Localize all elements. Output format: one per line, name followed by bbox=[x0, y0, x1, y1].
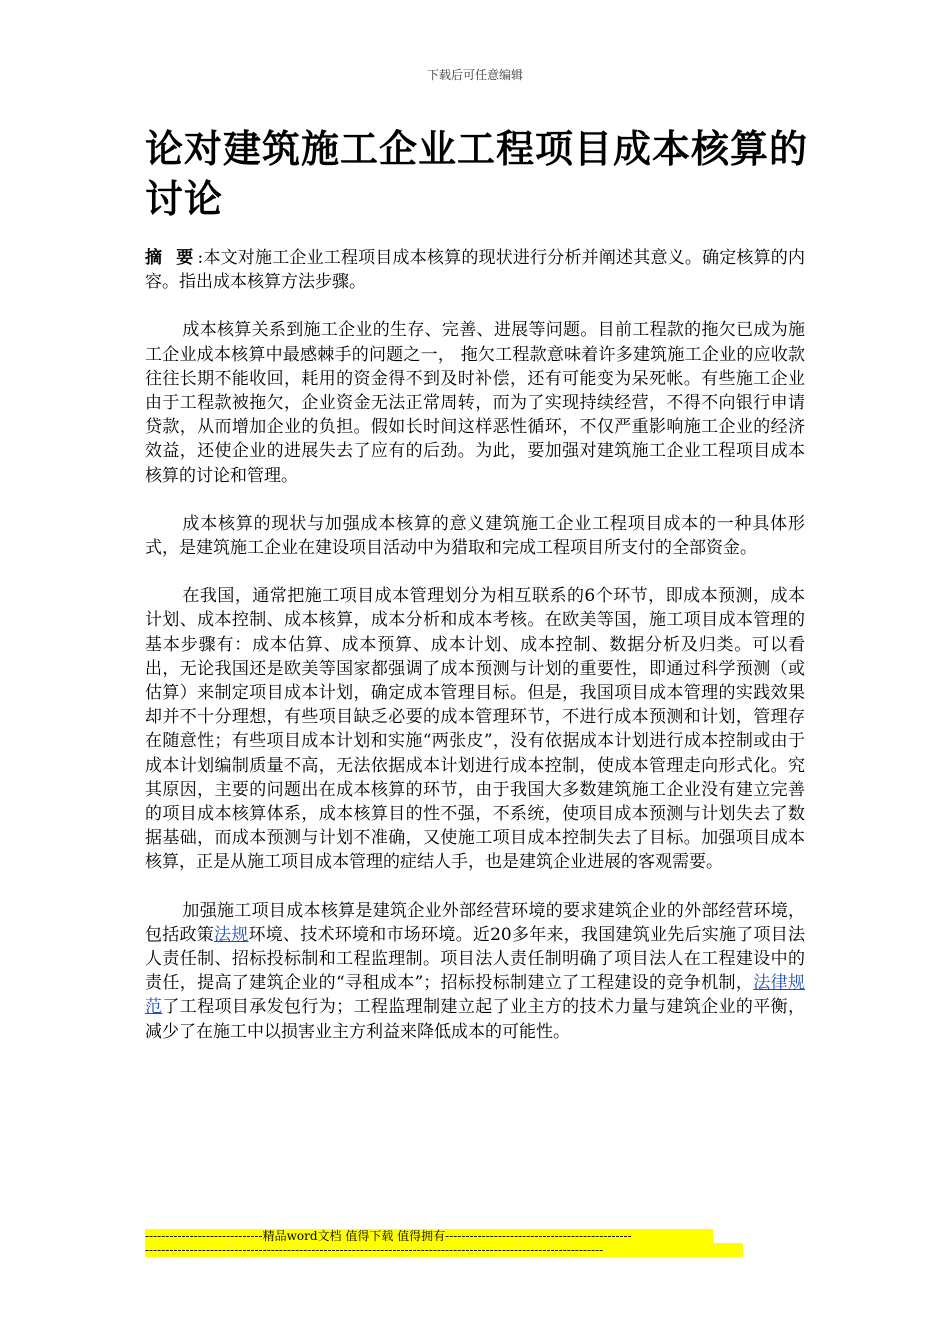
paragraph-4-part-a: 加强施工项目成本核算是建筑企业外部经营环境的要求建筑企业的外部经营环境，包括政策 bbox=[145, 900, 805, 945]
footer-line-1 bbox=[145, 1229, 713, 1243]
paragraph-4 bbox=[145, 899, 805, 1044]
footer-text: 精品word文档 值得下载 值得拥有 bbox=[262, 1229, 446, 1243]
link-legal-norms[interactable]: 法律规范 bbox=[145, 973, 806, 1018]
header-note: 下载后可任意编辑 bbox=[426, 68, 523, 82]
abstract-label: 摘 要 bbox=[145, 248, 198, 268]
document-title: 论对建筑施工企业工程项目成本核算的讨论 bbox=[145, 126, 809, 221]
footer-banner bbox=[145, 1229, 745, 1257]
paragraph-4-part-c: 了工程项目承发包行为；工程监理制建立起了业主方的技术力量与建筑企业的平衡，减少了在施工中以损害业主方利益来降低成本的可能性。 bbox=[145, 997, 806, 1042]
footer-dashes-right: ---------------------------------------------- bbox=[445, 1229, 632, 1243]
abstract-paragraph bbox=[145, 246, 805, 294]
paragraph-4-part-b: 环境、技术环境和市场环境。近20多年来，我国建筑业先后实施了项目法人责任制、招标投标制和工程监理制。项目法人责任制明确了项目法人在工程建设中的责任，提高了建筑企业的“寻租成本”；招标投标制建立了工程建设的竞争机制， bbox=[145, 924, 806, 994]
paragraph-3: 在我国，通常把施工项目成本管理划分为相互联系的6个环节，即成本预测，成本计划、成本控制、成本核算，成本分析和成本考核。在欧美等国，施工项目成本管理的基本步骤有：成本估算、成本预算、成本计划、成本控制、数据分析及归类。可以看出，无论我国还是欧美等国家都强调了成本预测与计划的重要性，即通过科学预测（或估算）来制定项目成本计划，确定成本管理目标。但是，我国项目成本管理的实践效果却并不十分理想，有些项目缺乏必要的成本管理环节，不进行成本预测和计划，管理存在随意性；有些项目成本计划和实施“两张皮”，没有依据成本计划进行成本控制或由于成本计划编制质量不高，无法依据成本计划进行成本控制，使成本管理走向形式化。究其原因，主要的问题出在成本核算的环节，由于我国大多数建筑施工企业没有建立完善的项目成本核算体系，成本核算目的性不强，不系统，使项目成本预测与计划失去了数据基础，而成本预测与计划不准确，又使施工项目成本控制失去了目标。加强项目成本核算，正是从施工项目成本管理的症结人手，也是建筑企业进展的客观需要。 bbox=[145, 586, 805, 873]
footer-line-2: ----------------------------------------------------------------------------------------------------------------- bbox=[145, 1243, 743, 1257]
footer-dashes-left: ----------------------------- bbox=[145, 1229, 263, 1243]
paragraph-1: 成本核算关系到施工企业的生存、完善、进展等问题。目前工程款的拖欠已成为施工企业成本核算中最感棘手的问题之一， 拖欠工程款意味着许多建筑施工企业的应收款往往长期不能收回，耗用的资金得不到及时补偿，还有可能变为呆死帐。有些施工企业由于工程款被拖欠，企业资金无法正常周转，而为了实现持续经营，不得不向银行申请贷款，从而增加企业的负担。假如长时间这样恶性循环，不仅严重影响施工企业的经济效益，还使企业的进展失去了应有的后劲。为此，要加强对建筑施工企业工程项目成本核算的讨论和管理。 bbox=[145, 320, 805, 486]
document-body bbox=[145, 246, 805, 1068]
paragraph-2: 成本核算的现状与加强成本核算的意义建筑施工企业工程项目成本的一种具体形式，是建筑施工企业在建设项目活动中为猎取和完成工程项目所支付的全部资金。 bbox=[145, 513, 805, 559]
abstract-text: :本文对施工企业工程项目成本核算的现状进行分析并阐述其意义。确定核算的内容。指出成本核算方法步骤。 bbox=[145, 248, 805, 293]
link-regulations[interactable]: 法规 bbox=[214, 924, 249, 945]
